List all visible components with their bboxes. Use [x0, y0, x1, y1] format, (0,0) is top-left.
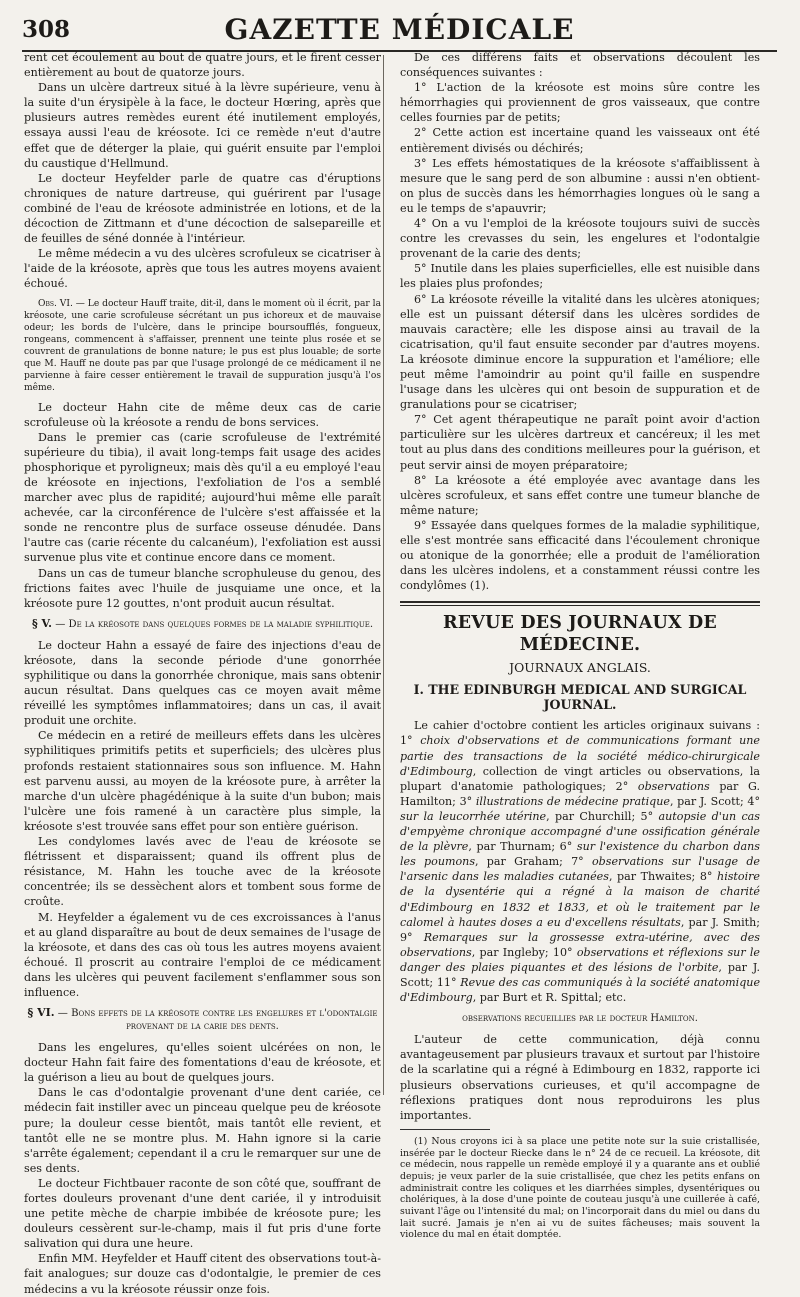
- section-separator: [400, 601, 760, 606]
- paragraph: Dans un cas de tumeur blanche scrophuleuse du genou, des frictions faites avec l'huile de jusquiame une once, et la kréosote pure 12 gouttes, n'ont produit aucun résultat.: [24, 566, 381, 610]
- paragraph: Dans les engelures, qu'elles soient ulcérées on non, le docteur Hahn fait faire des fomentations d'eau de kréosote, et la guérison a lieu au bout de quelques jours.: [24, 1041, 381, 1085]
- text-run: histoire de la dysentérie qui a régné à la maison de charité d'Edimbourg en 1832 et 1833, et où le traitement par le calomel à hautes doses a eu d'excellens résultats: [400, 870, 760, 929]
- paragraph: Le même médecin a vu des ulcères scrofuleux se cicatriser à l'aide de la kréosote, après que tous les autres moyens avaient échoué.: [24, 247, 381, 291]
- section-number: § VI.: [27, 1006, 55, 1020]
- footnote: (1) Nous croyons ici à sa place une petite note sur la suie cristallisée, insérée par le docteur Riecke dans le n° 24 de ce recueil. La kréosote, dit ce médecin, nous rappelle un remède employé il y a quarante ans et oublié depuis; je veux parler de la suie cristallisée, que chez les petits enfans on administrait contre les coliques et les diarrhées simples, dysentériques ou cholériques, à la dose d'une pointe de couteau jusqu'à une cuillerée à café, suivant l'âge ou l'intensité du mal; on l'incorporait dans du miel ou dans du lait sucré. Jamais je n'en ai vu de suites fâcheuses; mais souvent la violence du mal en était domptée.: [400, 1135, 760, 1241]
- conclusion-item: 3° Les effets hémostatiques de la kréosote s'affaiblissent à mesure que le sang perd de son albumine : aussi n'en obtient-on plus de succès dans les hémorrhagies longues où le sang a eu le temps de s'apauvrir;: [400, 156, 760, 215]
- text-run: , par Churchill; 5°: [546, 809, 654, 823]
- section-title: — Bons effets de la kréosote contre les engelures et l'odontalgie provenant de la carie des dents.: [57, 1008, 378, 1033]
- paragraph: De ces différens faits et observations découlent les conséquences suivantes :: [400, 51, 760, 80]
- paragraph: Les condylomes lavés avec de l'eau de kréosote se flétrissent et disparaissent; quand ils offrent plus de résistance, M. Hahn les touche avec de la kréosote concentrée; ils se dessèchent alors et tombent sous forme de croûte.: [24, 835, 381, 909]
- edinburgh-contents: [400, 718, 760, 1005]
- conclusion-item: 4° On a vu l'emploi de la kréosote toujours suivi de succès contre les crevasses du sein, les engelures et l'odontalgie provenant de la carie des dents;: [400, 217, 760, 261]
- text-run: , par J. Scott; 11°: [400, 960, 760, 989]
- text-run: , par Ingleby; 10°: [471, 945, 573, 959]
- paragraph: Enfin MM. Heyfelder et Hauff citent des observations tout-à-fait analogues; sur douze cas d'odontalgie, le premier de ces médecins a vu la kréosote réussir onze fois.: [24, 1252, 381, 1296]
- conclusion-item: 5° Inutile dans les plaies superficielles, elle est nuisible dans les plaies plus profondes;: [400, 262, 760, 291]
- conclusion-item: 6° La kréosote réveille la vitalité dans les ulcères atoniques; elle est un puissant détersif dans les ulcères sordides de mauvais caractère; elle les dispose ainsi au travail de la cicatrisation, qu'il faut ensuite seconder par d'autres moyens. La kréosote diminue encore la suppuration et l'améliore; elle peut même l'amoindrir au point qu'il faille en suspendre l'usage dans les ulcères qui ont besoin de suppuration et de granulations pour se cicatriser;: [400, 292, 760, 412]
- footnote-separator: [400, 1129, 490, 1130]
- text-run: Remarques sur la grossesse extra-utérine, avec des observations: [400, 930, 761, 959]
- text-run: autopsie d'un cas d'empyème chronique accompagné d'une ossification générale de la plèvre: [400, 809, 760, 854]
- observation-text: — Le docteur Hauff traite, dit-il, dans le moment où il écrit, par la kréosote, une carie scrofuleuse sécrétant un pus ichoreux et de mauvaise odeur; les bords de l'ulcère, dans le principe boursoufflés, fongueux, rongeans, commencent à s'affaisser, prennent une teinte plus rosée et se couvrent de granulations de bonne nature; le pus est plus louable; de sorte que M. Hauff ne doute pas par que l'usage prolongé de ce médicament il ne parvienne à faire cesser entièrement le travail de suppuration jusqu'à l'os même.: [24, 298, 381, 393]
- page-number: 308: [22, 16, 71, 43]
- observations-heading: observations recueillies par le docteur Hamilton.: [462, 1013, 698, 1025]
- journaux-subtitle: JOURNAUX ANGLAIS.: [509, 660, 651, 676]
- text-run: observations et réflexions sur le danger des plaies piquantes et des lésions de l'orbite: [400, 945, 760, 974]
- paragraph: Le docteur Fichtbauer raconte de son côté que, souffrant de fortes douleurs provenant d'une dent cariée, il y introduisit une petite mèche de charpie imbibée de kréosote pure; les douleurs cessèrent sur-le-champ, mais il fut pris d'une forte salivation qui dura une heure.: [24, 1176, 381, 1251]
- text-run: , par Burt et R. Spittal; etc.: [472, 991, 627, 1005]
- text-run: , par Graham; 7°: [475, 855, 584, 869]
- section-heading-6: [24, 1006, 381, 1033]
- page-header: [22, 10, 777, 52]
- paragraph: L'auteur de cette communication, déjà connu avantageusement par plusieurs travaux et surtout par l'histoire de la scarlatine qui a régné à Edimbourg en 1832, rapporte ici plusieurs observations curieuses, et qu'il accompagne de réflexions pratiques dont nous reproduirons les plus importantes.: [400, 1033, 760, 1122]
- observation-label: Obs. VI.: [38, 298, 73, 309]
- paragraph: M. Heyfelder a également vu de ces excroissances à l'anus et au gland disparaître au bout de deux semaines de l'usage de la kréosote, et dans des cas où tous les autres moyens avaient échoué. Il proscrit au contraire l'emploi de ce médicament dans les ulcères qui peuvent facilement s'enflammer sous son influence.: [24, 910, 381, 999]
- section-heading-5: [24, 617, 381, 631]
- text-run: , collection de vingt articles ou observations, la plupart d'anatomie pathologiques; 2°: [400, 764, 760, 793]
- paragraph: Le docteur Hahn cite de même deux cas de carie scrofuleuse où la kréosote a rendu de bons services.: [24, 400, 381, 429]
- conclusion-item: 8° La kréosote a été employée avec avantage dans les ulcères scrofuleux, et sans effet contre une tumeur blanche de même nature;: [400, 473, 760, 517]
- text-run: , par Thwaites; 8°: [608, 870, 713, 884]
- paragraph: Dans un ulcère dartreux situé à la lèvre supérieure, venu à la suite d'un érysipèle à la face, le docteur Hœring, après que plusieurs autres remèdes eurent été inutilement employés, essaya aussi l'eau de kréosote. Ici ce remède n'eut d'autre effet que de déterger la plaie, qui guérit ensuite par l'emploi du caustique d'Hellmund.: [24, 81, 381, 170]
- paragraph: Le docteur Heyfelder parle de quatre cas d'éruptions chroniques de nature dartreuse, qui guérirent par l'usage combiné de l'eau de kréosote administrée en lotions, et de la décoction de Zittmann et d'une décoction de salsepareille et de feuilles de séné donnée à l'intérieur.: [24, 171, 381, 246]
- paragraph: rent cet écoulement au bout de quatre jours, et le firent cesser entièrement au bout de quatorze jours.: [24, 51, 381, 80]
- text-run: Revue des cas communiqués à la société anatomique d'Edimbourg: [400, 975, 761, 1005]
- observation-note: [24, 298, 381, 394]
- text-run: , par J. Scott; 4°: [669, 794, 761, 808]
- text-run: choix d'observations et de communications formant une partie des transactions de la société médico-chirurgicale d'Edimbourg: [400, 734, 760, 778]
- text-run: observations: [637, 779, 710, 793]
- paragraph: Dans le premier cas (carie scrofuleuse de l'extrémité supérieure du tibia), il avait long-temps fait usage des acides phosphorique et pyroligneux; mais dès qu'il a eu employé l'eau de kréosote en injections, l'exfoliation de l'os a semblé marcher avec plus de rapidité; aujourd'hui même elle paraît achevée, car la circonférence de l'ulcère s'est affaissée et la sonde ne rencontre plus de surface osseuse dénudée. Dans l'autre cas (carie récente du calcanéum), l'exfoliation est aussi survenue plus vite et continue encore dans ce moment.: [24, 430, 381, 565]
- conclusion-item: 1° L'action de la kréosote est moins sûre contre les hémorrhagies qui proviennent de gros vaisseaux, que contre celles fournies par de petits;: [400, 81, 760, 125]
- paragraph: Le docteur Hahn a essayé de faire des injections d'eau de kréosote, dans la seconde période d'une gonorrhée syphilitique ou dans la gonorrhée chronique, mais sans obtenir aucun résultat. Dans quelques cas ce moyen avait même réveillé les symptômes inflammatoires; dans un cas, il avait produit une orchite.: [24, 638, 381, 728]
- text-run: par G. Hamilton; 3°: [400, 779, 760, 808]
- conclusion-item: 9° Essayée dans quelques formes de la maladie syphilitique, elle s'est montrée sans efficacité dans l'écoulement chronique ou atonique de la gonorrhée; elle a produit de l'amélioration dans les ulcères indolens, et a constamment réussi contre les condylômes (1).: [400, 518, 760, 593]
- text-run: , par J. Smith; 9°: [400, 915, 760, 944]
- paragraph: Dans le cas d'odontalgie provenant d'une dent cariée, ce médecin fait instiller avec un pinceau quelque peu de kréosote pure; la douleur cesse bientôt, mais tantôt elle revient, et tantôt elle ne se montre plus. M. Hahn ignore si la carie s'arrête également; cependant il a cru le remarquer sur une de ses dents.: [24, 1086, 381, 1175]
- journal-title: GAZETTE MÉDICALE: [224, 13, 575, 46]
- revue-title: REVUE DES JOURNAUX DE MÉDECINE.: [443, 613, 717, 656]
- right-column: [400, 50, 760, 1241]
- text-run: illustrations de médecine pratique: [475, 794, 670, 808]
- column-divider: [383, 55, 384, 1095]
- text-run: observations sur l'usage de l'arsenic dans les maladies cutanées: [400, 855, 761, 884]
- text-run: , par Thurnam; 6°: [468, 840, 573, 854]
- text-run: Le cahier d'octobre contient les articles originaux suivans : 1°: [400, 719, 760, 748]
- text-run: sur l'existence du charbon dans les poumons: [400, 840, 760, 869]
- conclusion-item: 7° Cet agent thérapeutique ne paraît point avoir d'action particulière sur les ulcères dartreux et cancéreux; il les met tout au plus dans des conditions meilleures pour la guérison, et peut servir ainsi de moyen préparatoire;: [400, 413, 760, 472]
- section-number: § V.: [31, 616, 52, 630]
- text-run: sur la leucorrhée utérine: [400, 809, 547, 823]
- edinburgh-journal-title: I. THE EDINBURGH MEDICAL AND SURGICAL JOURNAL.: [413, 682, 747, 713]
- paragraph: Ce médecin en a retiré de meilleurs effets dans les ulcères syphilitiques primitifs petits et superficiels; des ulcères plus profonds restaient stationnaires sous son influence. M. Hahn est parvenu aussi, au moyen de la kréosote pure, à arrêter la marche d'un ulcère phagédénique à la suite d'un bubon; mais l'ulcère une fois ramené à un caractère plus simple, la kréosote s'est trouvée sans effet pour son entière guérison.: [24, 729, 381, 833]
- left-column: [24, 50, 381, 1297]
- conclusion-item: 2° Cette action est incertaine quand les vaisseaux ont été entièrement divisés ou déchirés;: [400, 126, 760, 155]
- section-title: — De la kréosote dans quelques formes de la maladie syphilitique.: [55, 618, 374, 630]
